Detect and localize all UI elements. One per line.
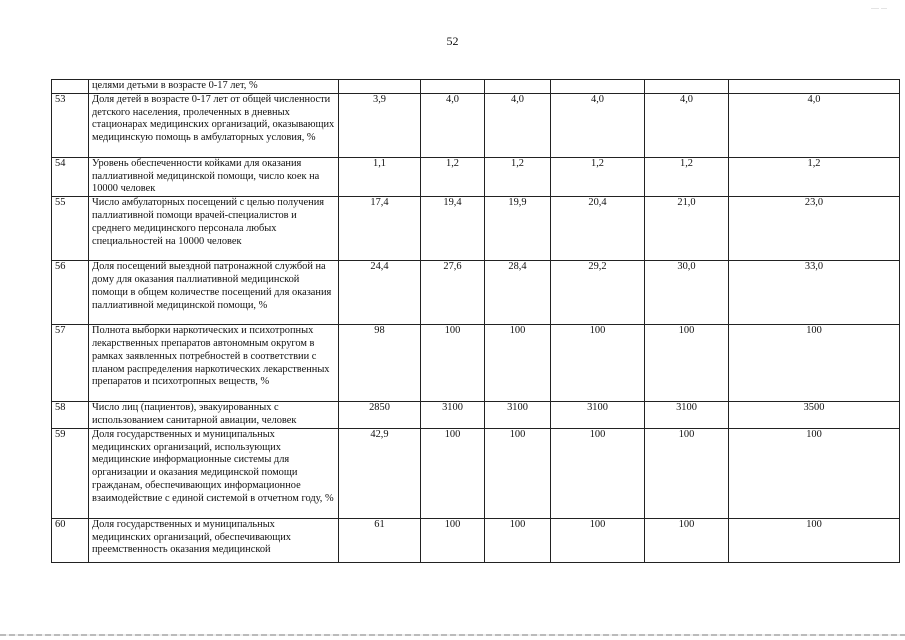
indicator-value: 1,2	[485, 157, 551, 196]
indicator-value: 100	[485, 428, 551, 518]
indicator-value: 42,9	[339, 428, 421, 518]
row-number: 56	[52, 261, 89, 325]
indicator-value: 30,0	[645, 261, 729, 325]
indicator-value	[645, 80, 729, 94]
indicator-name: Уровень обеспеченности койками для оказания паллиативной медицинской помощи, число коек на 10000 человек	[89, 157, 339, 196]
table-row	[52, 157, 900, 196]
indicator-value: 3100	[421, 402, 485, 429]
indicator-value: 100	[645, 428, 729, 518]
indicator-value: 4,0	[551, 93, 645, 157]
indicator-value: 3,9	[339, 93, 421, 157]
indicator-value	[339, 80, 421, 94]
table-row	[52, 402, 900, 429]
indicator-value: 4,0	[421, 93, 485, 157]
indicator-value: 3100	[645, 402, 729, 429]
indicator-value: 100	[729, 325, 900, 402]
table-row	[52, 93, 900, 157]
page-number: 52	[446, 34, 459, 48]
indicator-value: 61	[339, 518, 421, 562]
indicator-value: 100	[421, 325, 485, 402]
indicator-value: 17,4	[339, 197, 421, 261]
indicator-name: Доля детей в возрасте 0-17 лет от общей численности детского населения, пролеченных в дневных стационарах медицинских организаций, оказывающих медицинскую помощь в амбулаторных условия, %	[89, 93, 339, 157]
table-row	[52, 80, 900, 94]
table-row	[52, 261, 900, 325]
indicator-value: 3100	[551, 402, 645, 429]
indicator-value: 4,0	[485, 93, 551, 157]
indicator-name: Доля государственных и муниципальных медицинских организаций, обеспечивающих преемственность оказания медицинской	[89, 518, 339, 562]
table-body	[52, 80, 900, 563]
indicator-value: 19,4	[421, 197, 485, 261]
indicator-value: 24,4	[339, 261, 421, 325]
indicator-value	[485, 80, 551, 94]
indicator-value: 100	[551, 428, 645, 518]
table-row	[52, 428, 900, 518]
indicator-value: 1,2	[645, 157, 729, 196]
indicator-name: Число лиц (пациентов), эвакуированных с использованием санитарной авиации, человек	[89, 402, 339, 429]
indicator-value: 4,0	[645, 93, 729, 157]
row-number	[52, 80, 89, 94]
indicator-name: Доля посещений выездной патронажной службой на дому для оказания паллиативной медицинской помощи в общем количестве посещений для оказания паллиативной медицинской помощи, %	[89, 261, 339, 325]
row-number: 58	[52, 402, 89, 429]
indicator-value: 33,0	[729, 261, 900, 325]
indicator-value	[421, 80, 485, 94]
indicator-value: 1,1	[339, 157, 421, 196]
indicator-value: 100	[645, 325, 729, 402]
row-number: 60	[52, 518, 89, 562]
table-row	[52, 325, 900, 402]
table-row	[52, 197, 900, 261]
indicator-value: 100	[485, 325, 551, 402]
indicator-value: 2850	[339, 402, 421, 429]
indicator-value: 1,2	[421, 157, 485, 196]
row-number: 57	[52, 325, 89, 402]
indicator-value	[729, 80, 900, 94]
row-number: 59	[52, 428, 89, 518]
indicator-value: 100	[421, 518, 485, 562]
indicator-value: 20,4	[551, 197, 645, 261]
scan-corner-mark: .... ...	[871, 2, 887, 11]
indicator-value: 29,2	[551, 261, 645, 325]
indicator-value: 100	[421, 428, 485, 518]
indicator-name: Полнота выборки наркотических и психотропных лекарственных препаратов автономным округом в рамках заявленных потребностей в соответствии с планом распределения наркотических лекарственных препаратов и психотропных веществ, %	[89, 325, 339, 402]
indicator-value: 4,0	[729, 93, 900, 157]
indicator-value: 100	[729, 428, 900, 518]
indicator-value: 100	[551, 518, 645, 562]
indicator-value: 28,4	[485, 261, 551, 325]
row-number: 54	[52, 157, 89, 196]
row-number: 55	[52, 197, 89, 261]
indicator-value: 21,0	[645, 197, 729, 261]
indicator-value: 27,6	[421, 261, 485, 325]
table-row	[52, 518, 900, 562]
indicator-value: 1,2	[729, 157, 900, 196]
indicator-value: 3500	[729, 402, 900, 429]
indicator-value: 100	[485, 518, 551, 562]
indicator-value: 3100	[485, 402, 551, 429]
indicator-value	[551, 80, 645, 94]
indicator-value: 19,9	[485, 197, 551, 261]
indicator-value: 98	[339, 325, 421, 402]
indicator-value: 100	[551, 325, 645, 402]
indicator-name: целями детьми в возрасте 0-17 лет, %	[89, 80, 339, 94]
indicator-name: Число амбулаторных посещений с целью получения паллиативной помощи врачей-специалистов и среднего медицинского персонала любых специальностей на 10000 человек	[89, 197, 339, 261]
indicator-name: Доля государственных и муниципальных медицинских организаций, использующих медицинские информационные системы для организации и оказания медицинской помощи гражданам, обеспечивающих информационное взаимодействие с единой системой в отчетном году, %	[89, 428, 339, 518]
row-number: 53	[52, 93, 89, 157]
indicator-value: 1,2	[551, 157, 645, 196]
indicator-value: 100	[645, 518, 729, 562]
indicators-table	[51, 79, 900, 563]
indicator-value: 100	[729, 518, 900, 562]
indicator-value: 23,0	[729, 197, 900, 261]
scan-bottom-edge	[0, 634, 905, 636]
